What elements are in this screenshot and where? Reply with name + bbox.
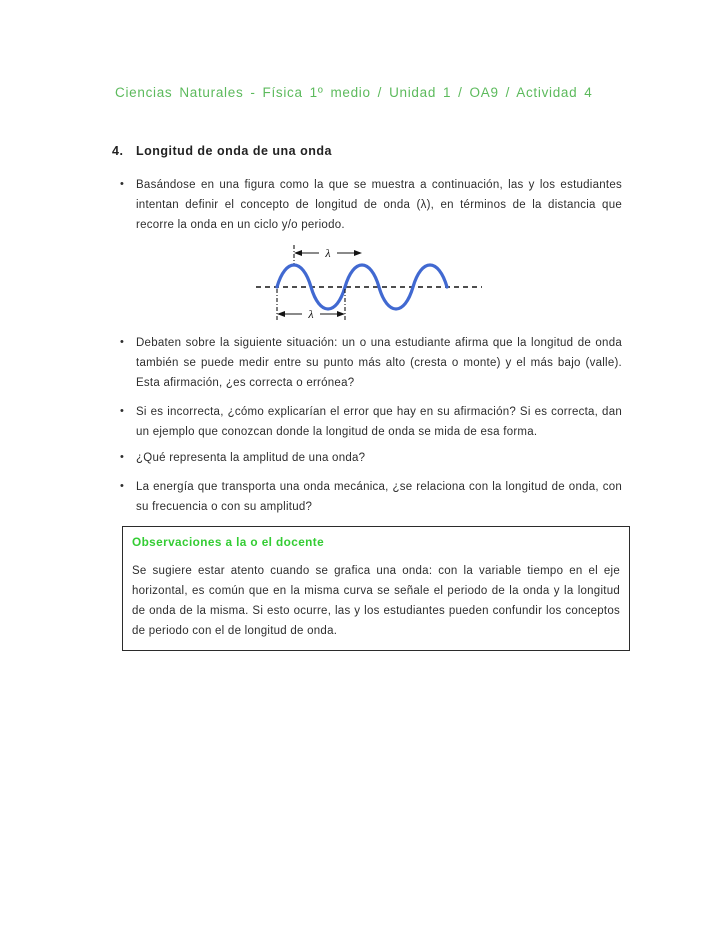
arrowhead-left-icon — [277, 311, 285, 317]
section-number: 4. — [112, 144, 124, 158]
teacher-observations-body: Se sugiere estar atento cuando se grafica una onda: con la variable tiempo en el eje horizontal, es común que en la misma curva se señale el periodo de la onda y la longitud de onda de la misma. Si esto ocurre, las y los estudiantes pueden confundir los conceptos de periodo con el de longitud de onda. — [132, 565, 620, 637]
arrowhead-left-icon — [294, 250, 302, 256]
bullet-item-energy-question — [115, 477, 622, 517]
bullet-icon: • — [120, 451, 125, 463]
bullet-item-figure-definition — [115, 175, 622, 235]
bullet-icon: • — [120, 336, 125, 348]
wavelength-dimension-top — [294, 246, 362, 260]
bullet-text: Si es incorrecta, ¿cómo explicarían el error que hay en su afirmación? Si es correcta, dan un ejemplo que conozcan donde la longitud de onda se mida de esa forma. — [136, 406, 622, 438]
wave-figure — [115, 243, 622, 330]
section-heading — [112, 144, 622, 158]
bullet-item-debate-situation — [115, 333, 622, 393]
bullet-item-amplitude-question — [115, 448, 622, 468]
bullet-text: La energía que transporta una onda mecánica, ¿se relaciona con la longitud de onda, con su frecuencia o con su amplitud? — [136, 481, 622, 513]
bullet-icon: • — [120, 178, 125, 190]
wave-diagram — [254, 243, 484, 325]
bullet-text: Basándose en una figura como la que se muestra a continuación, las y los estudiantes intentan definir el concepto de longitud de onda (λ), en términos de la distancia que recorre la onda en un ciclo y/o periodo. — [136, 179, 622, 231]
bullet-icon: • — [120, 405, 125, 417]
arrowhead-right-icon — [354, 250, 362, 256]
teacher-observations-box — [122, 526, 630, 651]
bullet-text: ¿Qué representa la amplitud de una onda? — [136, 452, 366, 464]
teacher-observations-title: Observaciones a la o el docente — [132, 535, 325, 549]
bullet-icon: • — [120, 480, 125, 492]
bullet-item-correct-or-incorrect — [115, 402, 622, 442]
section-title: Longitud de onda de una onda — [136, 144, 332, 158]
lambda-label-top: λ — [324, 246, 331, 260]
bullet-text: Debaten sobre la siguiente situación: un o una estudiante afirma que la longitud de onda también se puede medir entre su punto más alto (cresta o monte) y el más bajo (valle). Esta afirmación, ¿es correcta o errónea? — [136, 337, 622, 389]
breadcrumb-title: Ciencias Naturales - Física 1º medio / Unidad 1 / OA9 / Actividad 4 — [115, 85, 593, 100]
wavelength-dimension-bottom — [277, 307, 345, 321]
arrowhead-right-icon — [337, 311, 345, 317]
lambda-label-bottom: λ — [307, 307, 314, 321]
